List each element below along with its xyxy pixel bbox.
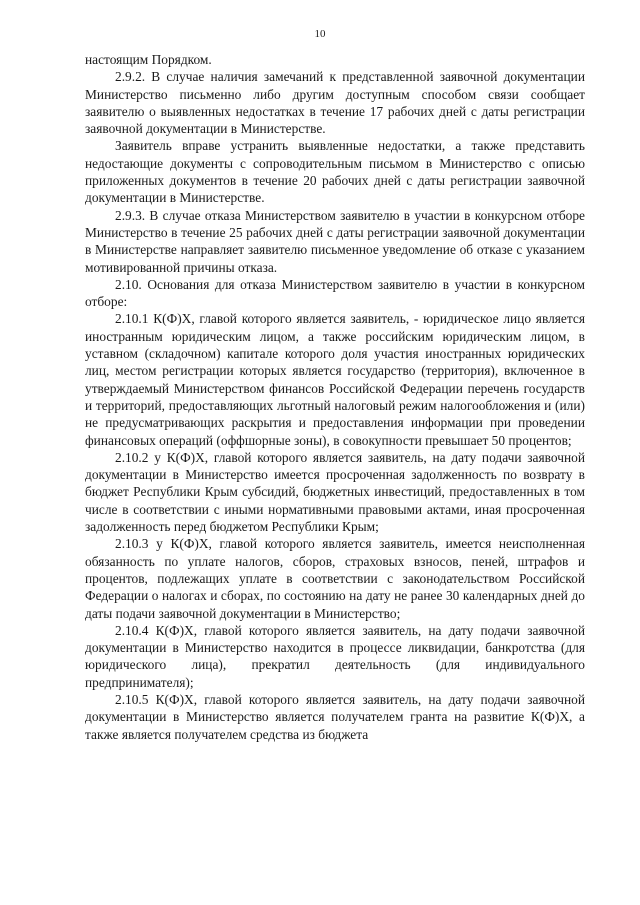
paragraph: 2.10.5 К(Ф)Х, главой которого является заявитель, на дату подачи заявочной документации в Министерство является получателем гранта на развитие К(Ф)Х, а также является получателем средства из бюджета [85, 691, 585, 742]
paragraph: 2.10.4 К(Ф)Х, главой которого является заявитель, на дату подачи заявочной документации в Министерство находится в процессе ликвидации, банкротства (для юридического лица), прекратил деятельность (для индивидуального предпринимателя); [85, 622, 585, 690]
paragraph: 2.10. Основания для отказа Министерством заявителю в участии в конкурсном отборе: [85, 276, 585, 310]
paragraph: 2.10.2 у К(Ф)Х, главой которого является заявитель, на дату подачи заявочной документации в Министерство имеется просроченная задолженность по возврату в бюджет Республики Крым субсидий, бюджетных инвестиций, предоставленных в том числе в соответствии с иными нормативными правовыми актами, иная просроченная задолженность перед бюджетом Республики Крым; [85, 449, 585, 535]
paragraph: настоящим Порядком. [85, 52, 212, 67]
paragraph: 2.9.2. В случае наличия замечаний к представленной заявочной документации Министерство письменно либо другим доступным способом связи сообщает заявителю о выявленных недостатках в течение 17 рабочих дней с даты регистрации заявочной документации в Министерстве. [85, 69, 585, 137]
paragraph: 2.10.1 К(Ф)Х, главой которого является заявитель, - юридическое лицо является иностранным юридическим лицом, а также российским юридическим лицом, в уставном (складочном) капитале которого доля участия иностранных юридических лиц, местом регистрации которых является государство (территория), включенное в утверждаемый Министерством финансов Российской Федерации перечень государств и территорий, предоставляющих льготный налоговый режим налогообложения и (или) не предусматривающих раскрытия и предоставления информации при проведении финансовых операций (оффшорные зоны), в совокупности превышает 50 процентов; [85, 311, 585, 448]
paragraph: Заявитель вправе устранить выявленные недостатки, а также представить недостающие документы с сопроводительным письмом в Министерство с описью приложенных документов в течение 20 рабочих дней с даты регистрации заявочной документации в Министерстве. [85, 138, 585, 206]
body-text [85, 51, 585, 743]
page-number: 10 [314, 28, 326, 40]
paragraph: 2.10.3 у К(Ф)Х, главой которого является заявитель, имеется неисполненная обязанность по уплате налогов, сборов, страховых взносов, пеней, штрафов и процентов, подлежащих уплате в соответствии с законодательством Российской Федерации о налогах и сборах, по состоянию на дату не ранее 30 календарных дней до даты подачи заявочной документации в Министерство; [85, 536, 585, 621]
paragraph: 2.9.3. В случае отказа Министерством заявителю в участии в конкурсном отборе Министерство в течение 25 рабочих дней с даты регистрации заявочной документации в Министерстве направляет заявителю письменное уведомление об отказе с указанием мотивированной причины отказа. [85, 207, 585, 275]
